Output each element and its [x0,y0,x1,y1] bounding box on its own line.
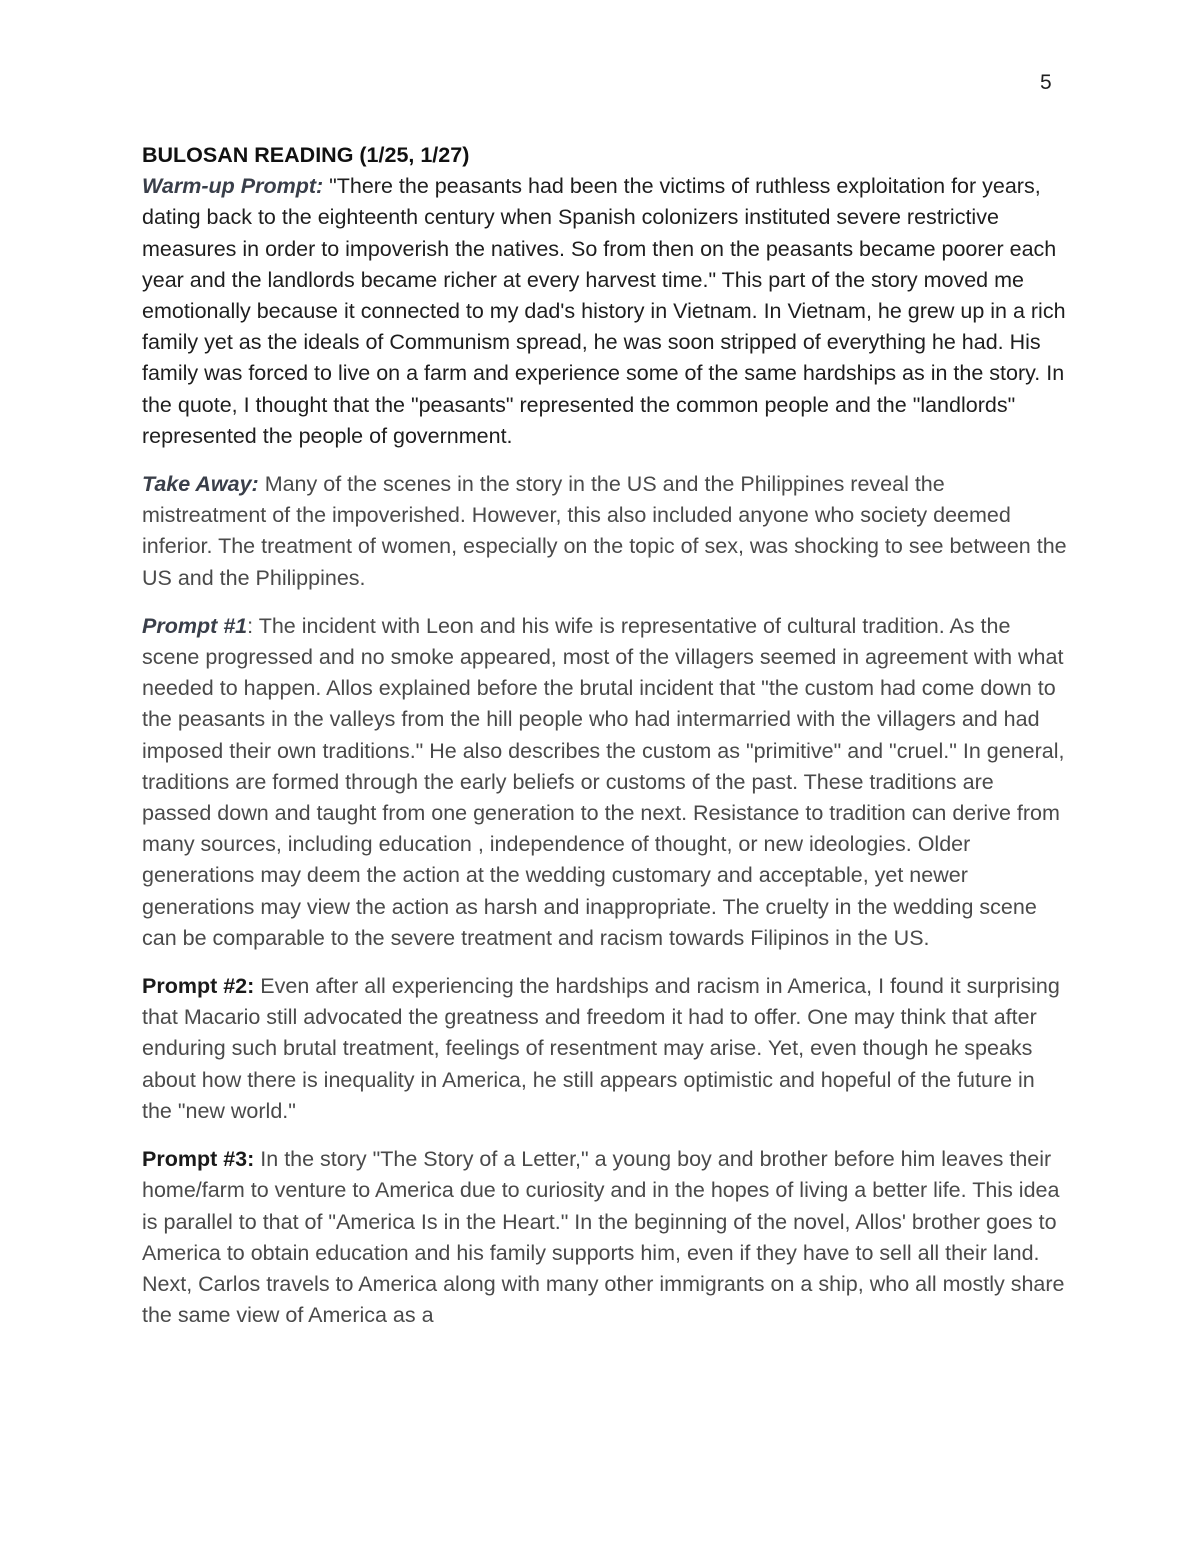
prompt-3-text: In the story "The Story of a Letter," a young boy and brother before him leaves their home/farm to venture to America due to curiosity and in the hopes of living a better life. This idea is parallel to that of "America Is in the Heart." In the beginning of the novel, Allos' brother goes to America to obtain education and his family supports him, even if they have to sell all their land. Next, Carlos travels to America along with many other immigrants on a ship, who all mostly share the same view of America as a [142,1147,1065,1328]
prompt-1-paragraph [142,611,1067,954]
warm-up-prompt-text: "There the peasants had been the victims of ruthless exploitation for years, dating back to the eighteenth century when Spanish colonizers instituted severe restrictive measures in order to impoverish the natives. So from then on the peasants became poorer each year and the landlords became richer at every harvest time." This part of the story moved me emotionally because it connected to my dad's history in Vietnam. In Vietnam, he grew up in a rich family yet as the ideals of Communism spread, he was soon stripped of everything he had. His family was forced to live on a farm and experience some of the same hardships as in the story. In the quote, I thought that the "peasants" represented the common people and the "landlords" represented the people of government. [142,174,1066,448]
take-away-text: Many of the scenes in the story in the US and the Philippines reveal the mistreatment of the impoverished. However, this also included anyone who society deemed inferior. The treatment of women, especially on the topic of sex, was shocking to see between the US and the Philippines. [142,472,1067,590]
page-number: 5 [1040,71,1052,94]
prompt-3-paragraph [142,1144,1067,1331]
prompt-1-text: : The incident with Leon and his wife is representative of cultural tradition. As the scene progressed and no smoke appeared, most of the villagers seemed in agreement with what needed to happen. Allos explained before the brutal incident that "the custom had come down to the peasants in the valleys from the hill people who had intermarried with the villagers and had imposed their own traditions." He also describes the custom as "primitive" and "cruel." In general, traditions are formed through the early beliefs or customs of the past. These traditions are passed down and taught from one generation to the next. Resistance to tradition can derive from many sources, including education , independence of thought, or new ideologies. Older generations may deem the action at the wedding customary and acceptable, yet newer generations may view the action as harsh and inappropriate. The cruelty in the wedding scene can be comparable to the severe treatment and racism towards Filipinos in the US. [142,613,1065,950]
take-away-paragraph [142,469,1067,594]
prompt-2-label: Prompt #2: [142,974,255,999]
warm-up-prompt-paragraph [142,171,1067,452]
warm-up-prompt-label: Warm-up Prompt: [142,174,324,199]
prompt-3-label: Prompt #3: [142,1147,255,1172]
section-heading: BULOSAN READING (1/25, 1/27) [142,143,470,167]
prompt-2-text: Even after all experiencing the hardships and racism in America, I found it surprising that Macario still advocated the greatness and freedom it had to offer. One may think that after enduring such brutal treatment, feelings of resentment may arise. Yet, even though he speaks about how there is inequality in America, he still appears optimistic and hopeful of the future in the "new world." [142,974,1060,1123]
prompt-1-label: Prompt #1 [142,613,248,638]
take-away-label: Take Away: [142,472,259,497]
document-body [142,140,1067,1348]
prompt-2-paragraph [142,971,1067,1127]
